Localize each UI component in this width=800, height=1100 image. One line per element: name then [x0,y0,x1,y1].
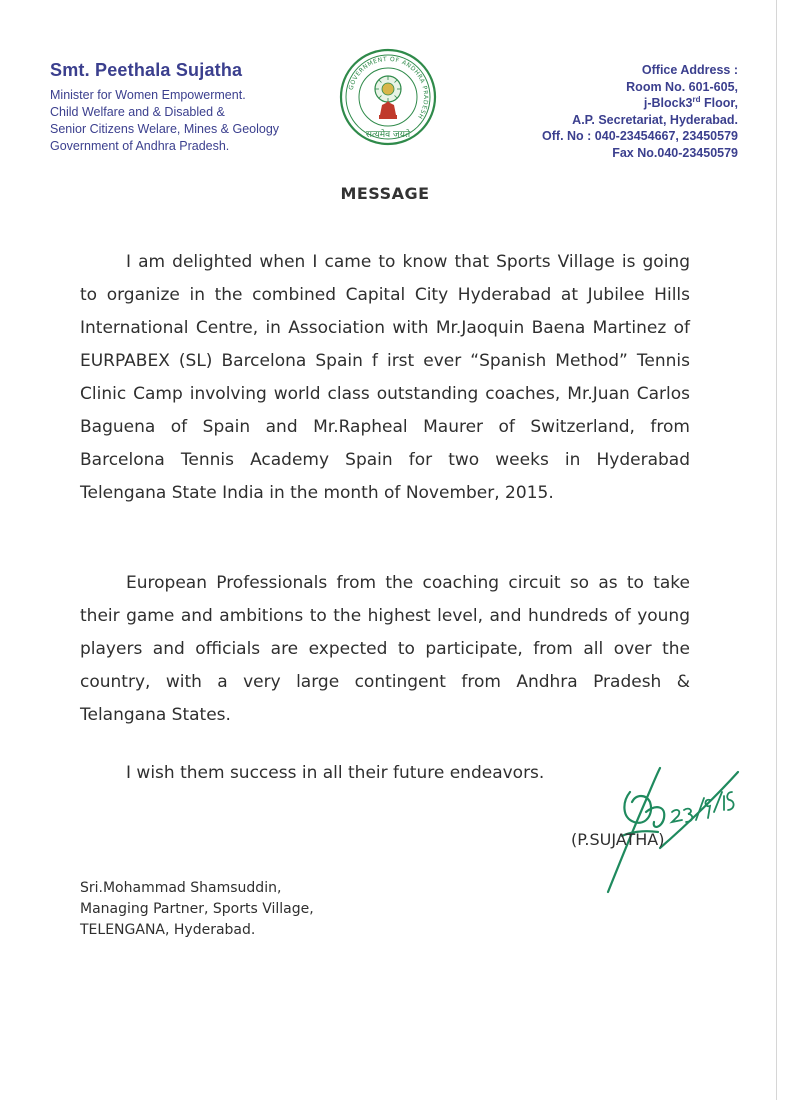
designation-line-4: Government of Andhra Pradesh. [50,139,230,153]
letterhead-left [50,60,340,155]
recipient-line-3: TELENGANA, Hyderabad. [80,922,256,938]
office-block-prefix: j-Block3 [643,96,693,110]
office-block [478,95,738,112]
recipient-address [80,878,314,941]
office-phone: Off. No : 040-23454667, 23450579 [542,129,738,143]
handwritten-signature-icon [560,752,740,902]
minister-name: Smt. Peethala Sujatha [50,60,243,80]
office-block-suffix: Floor, [700,96,738,110]
office-address-heading: Office Address : [641,63,738,77]
recipient-line-2: Managing Partner, Sports Village, [80,901,314,917]
emblem-motto: सत्यमेव जयते [365,130,411,140]
paragraph-2: European Professionals from the coaching circuit so as to take their game and ambitions to the highest level, and hundreds of young players and officials are expected to participate, from all over the country, with a very large contingent from Andhra Pradesh & Telangana States. [80,573,690,725]
designation-line-2: Child Welfare and & Disabled & [50,105,225,119]
office-secretariat: A.P. Secretariat, Hyderabad. [572,112,738,127]
emblem-ring-text: GOVERNMENT OF ANDHRA PRADESH [347,55,430,121]
designation-line-3: Senior Citizens Welare, Mines & Geology [50,122,280,136]
state-emblem-seal-icon [336,45,440,149]
office-block-sup: rd [692,94,701,104]
paragraph-3: I wish them success in all their future endeavors. [126,763,545,783]
office-room: Room No. 601-605, [626,79,738,94]
signatory-name: (P.SUJATHA) [571,830,665,849]
paragraph-1: I am delighted when I came to know that Sports Village is going to organize in the combined Capital City Hyderabad at Jubilee Hills International Centre, in Association with Mr.Jaoquin Baena Martinez of EURPABEX (SL) Barcelona Spain f irst ever “Spanish Method” Tennis Clinic Camp involving world class outstanding coaches, Mr.Juan Carlos Baguena of Spain and Mr.Rapheal Maurer of Switzerland, from Barcelona Tennis Academy Spain for two weeks in Hyderabad Telengana State India in the month of November, 2015. [80,252,690,503]
letterhead-right [478,62,738,161]
message-title: MESSAGE [340,184,430,203]
office-fax: Fax No.040-23450579 [612,145,738,160]
page-edge-line [776,0,777,1100]
recipient-line-1: Sri.Mohammad Shamsuddin, [80,880,282,896]
designation-line-1: Minister for Women Empowerment. [50,88,246,102]
